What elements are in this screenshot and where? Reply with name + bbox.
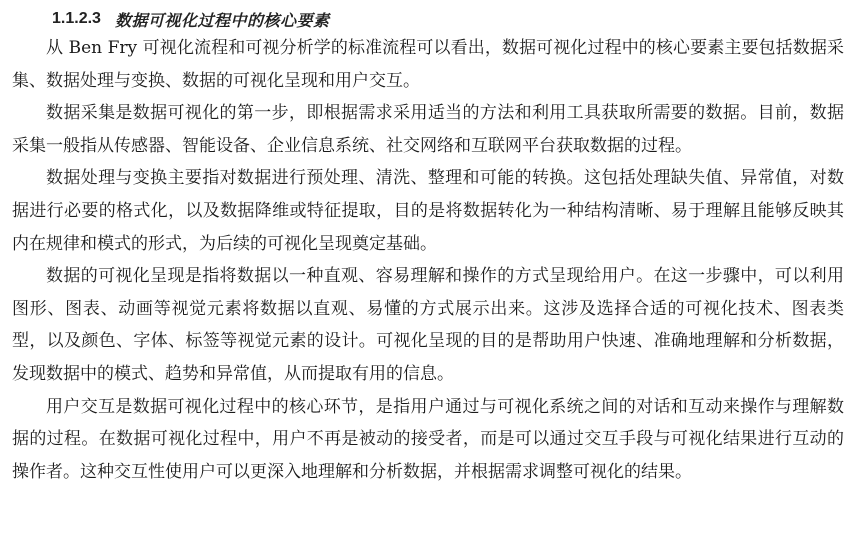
paragraph-user-interaction: 用户交互是数据可视化过程中的核心环节，是指用户通过与可视化系统之间的对话和互动来操作与理解数据的过程。在数据可视化过程中，用户不再是被动的接受者，而是可以通过交互手段与可视化结果进行互动的操作者。这种交互性使用户可以更深入地理解和分析数据，并根据需求调整可视化的结果。	[12, 396, 844, 482]
section-title: 数据可视化过程中的核心要素	[114, 10, 330, 30]
paragraph-visual-presentation: 数据的可视化呈现是指将数据以一种直观、容易理解和操作的方式呈现给用户。在这一步骤中，可以利用图形、图表、动画等视觉元素将数据以直观、易懂的方式展示出来。这涉及选择合适的可视化技术、图表类型，以及颜色、字体、标签等视觉元素的设计。可视化呈现的目的是帮助用户快速、准确地理解和分析数据，发现数据中的模式、趋势和异常值，从而提取有用的信息。	[12, 266, 844, 384]
section-heading	[52, 6, 329, 32]
paragraph-intro: 从 Ben Fry 可视化流程和可视分析学的标准流程可以看出，数据可视化过程中的核心要素主要包括数据采集、数据处理与变换、数据的可视化呈现和用户交互。	[12, 38, 844, 91]
section-number: 1.1.2.3	[52, 10, 101, 27]
body-text	[12, 32, 844, 488]
paragraph-data-collection: 数据采集是数据可视化的第一步，即根据需求采用适当的方法和利用工具获取所需要的数据。目前，数据采集一般指从传感器、智能设备、企业信息系统、社交网络和互联网平台获取数据的过程。	[12, 103, 844, 156]
paragraph-data-processing: 数据处理与变换主要指对数据进行预处理、清洗、整理和可能的转换。这包括处理缺失值、异常值，对数据进行必要的格式化，以及数据降维或特征提取，目的是将数据转化为一种结构清晰、易于理解且能够反映其内在规律和模式的形式，为后续的可视化呈现奠定基础。	[12, 168, 844, 254]
